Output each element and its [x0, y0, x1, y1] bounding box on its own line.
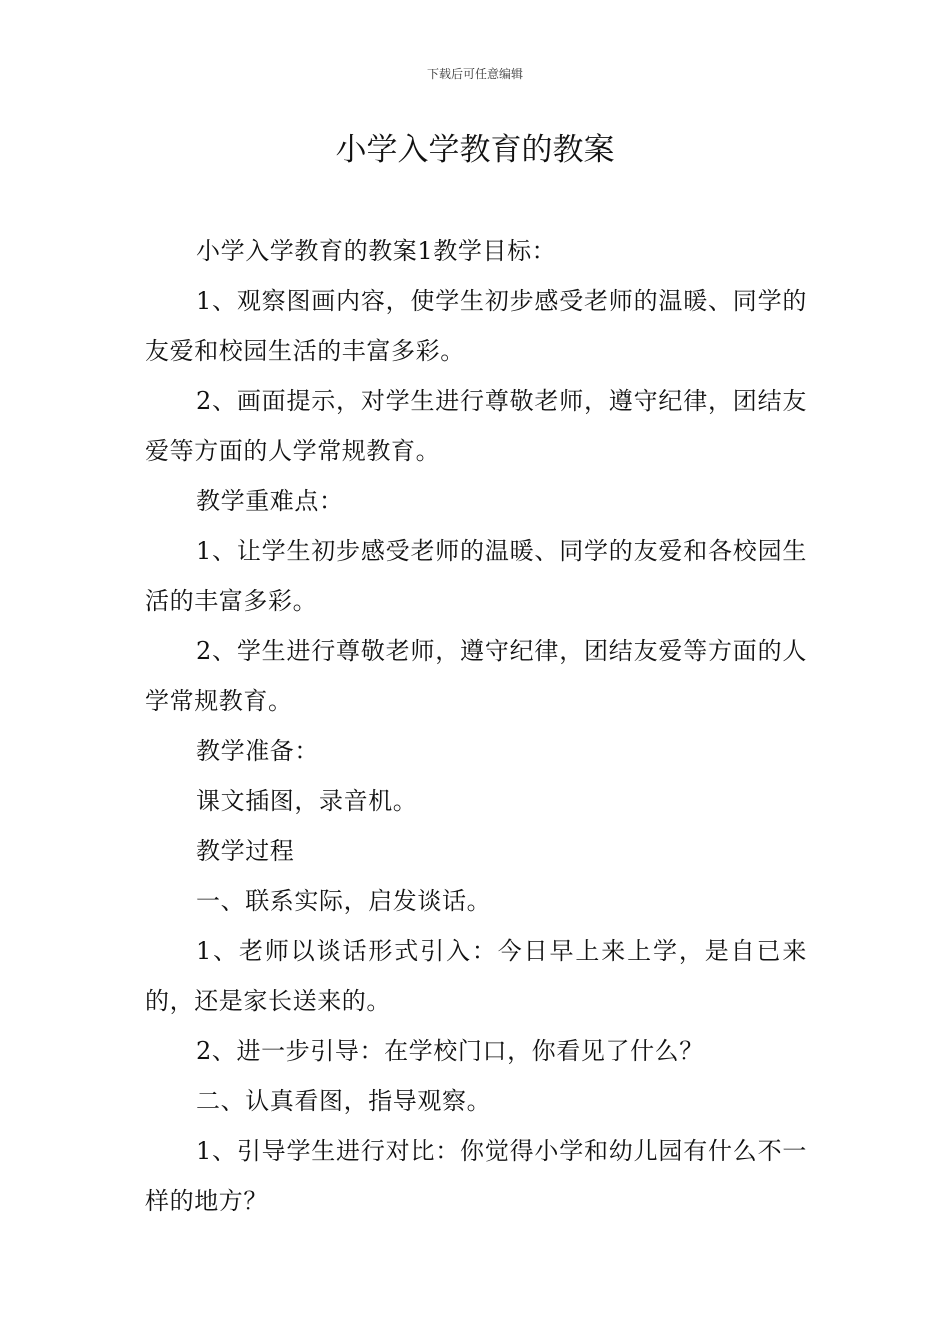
paragraph-key-point-1: 1、让学生初步感受老师的温暖、同学的友爱和各校园生活的丰富多彩。 [145, 537, 807, 615]
paragraph-section-1-heading: 一、联系实际，启发谈话。 [196, 887, 492, 915]
paragraph-process-heading: 教学过程 [196, 837, 295, 865]
paragraph-objective-2: 2、画面提示，对学生进行尊敬老师，遵守纪律，团结友爱等方面的人学常规教育。 [145, 387, 807, 465]
paragraph-key-point-2: 2、学生进行尊敬老师，遵守纪律，团结友爱等方面的人学常规教育。 [145, 637, 807, 715]
paragraph-preparation-items: 课文插图，录音机。 [196, 787, 418, 815]
document-title: 小学入学教育的教案 [335, 132, 615, 168]
paragraph-objectives-heading: 小学入学教育的教案1教学目标： [196, 237, 557, 265]
paragraph-preparation-heading: 教学准备： [196, 737, 319, 765]
document-body [145, 226, 807, 1226]
header-note: 下载后可任意编辑 [426, 67, 523, 81]
paragraph-section-2-heading: 二、认真看图，指导观察。 [196, 1087, 492, 1115]
paragraph-section-2-step-1: 1、引导学生进行对比：你觉得小学和幼儿园有什么不一样的地方？ [145, 1137, 807, 1215]
paragraph-section-1-step-1: 1、老师以谈话形式引入：今日早上来上学，是自已来的，还是家长送来的。 [145, 937, 807, 1015]
paragraph-section-1-step-2: 2、进一步引导：在学校门口，你看见了什么？ [196, 1037, 704, 1065]
paragraph-objective-1: 1、观察图画内容，使学生初步感受老师的温暖、同学的友爱和校园生活的丰富多彩。 [145, 287, 807, 365]
paragraph-key-points-heading: 教学重难点： [196, 487, 344, 515]
